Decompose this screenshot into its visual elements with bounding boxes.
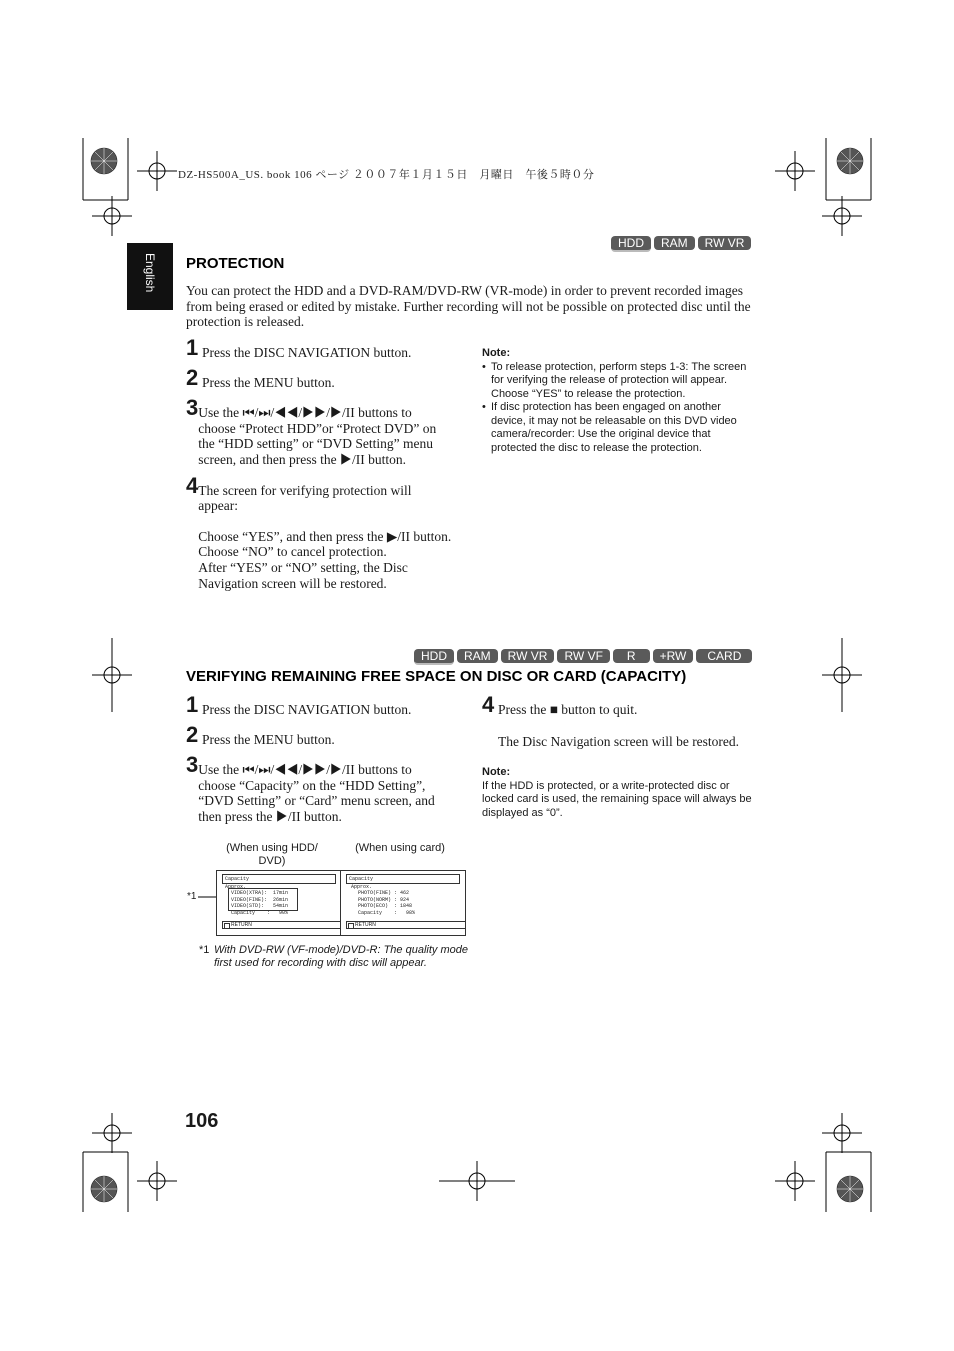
step-number: 1 <box>186 692 199 717</box>
step-4-restore: The Disc Navigation screen will be restored. <box>498 733 740 749</box>
caption-hdd-dvd: (When using HDD/ DVD) <box>226 842 318 867</box>
step-number: 4 <box>186 472 199 498</box>
section-title-capacity: VERIFYING REMAINING FREE SPACE ON DISC OR CARD (CAPACITY) <box>186 668 687 685</box>
caption-card: (When using card) <box>355 842 445 854</box>
note-title: Note: <box>482 766 511 779</box>
step-4 <box>482 692 757 718</box>
callout-label: *1 <box>187 891 197 902</box>
media-badges-protection <box>611 236 751 252</box>
screen-line: VIDEO(FINE): 26min <box>231 896 289 903</box>
badge-hdd: HDD <box>414 649 454 665</box>
return-label: RETURN <box>346 921 466 929</box>
step-number: 3 <box>186 395 199 421</box>
protection-steps <box>186 335 452 591</box>
print-header: DZ-HS500A_US. book 106 ページ ２００７年１月１５日 月曜日 午後５時０分 <box>178 169 595 181</box>
screen-title: Capacity <box>346 874 460 884</box>
step-3 <box>186 395 452 467</box>
step-3 <box>186 752 452 824</box>
badge-card: CARD <box>696 649 752 663</box>
step-text: Press the DISC NAVIGATION button. <box>202 702 412 717</box>
step-text: Press the ■ button to quit. <box>498 702 638 717</box>
badge-rw-vr: RW VR <box>501 649 555 663</box>
step-number: 2 <box>186 721 199 747</box>
step-number: 3 <box>186 752 199 778</box>
note-item: • If disc protection has been engaged on another device, it may not be releasable on this DVD video camera/recorder: Use the original device that protected the disc to release the protection. <box>491 401 757 455</box>
badge-rw-vr: RW VR <box>698 236 752 250</box>
step-4-restore: After “YES” or “NO” setting, the Disc Navigation screen will be restored. <box>198 559 408 591</box>
capacity-steps <box>186 692 452 825</box>
screen-title: Capacity <box>222 874 336 884</box>
screen-line: Capacity : 98% <box>358 909 416 916</box>
step-text: Press the MENU button. <box>202 374 335 390</box>
step-1 <box>186 692 452 718</box>
badge-r: R <box>613 649 650 663</box>
step-text: The screen for verifying protection will appear: <box>198 482 412 514</box>
step-number: 2 <box>186 364 199 390</box>
badge-plus-rw: +RW <box>653 649 694 663</box>
step-text: Use the ⏮/⏭/◀◀/▶▶/▶/II buttons to choose “Capacity” on the “HDD Setting”, “DVD Setting” or “Card” menu screen, and then press the ▶/II button. <box>198 762 435 824</box>
step-text: Press the MENU button. <box>202 731 335 747</box>
screen-line: VIDEO(STD): 54min <box>231 903 289 909</box>
media-badges-capacity <box>414 649 752 665</box>
step-4-yes: Choose “YES”, and then press the ▶/II button. <box>198 528 452 544</box>
step-2 <box>186 364 452 391</box>
footnote: With DVD-RW (VF-mode)/DVD-R: The quality mode first used for recording with disc will appear. <box>214 944 468 969</box>
screen-card <box>340 870 466 936</box>
step-1 <box>186 335 452 361</box>
screen-line: PHOTO(FINE) : 462 <box>358 890 410 896</box>
page-number: 106 <box>185 1110 219 1132</box>
screen-hdd-dvd <box>216 870 342 936</box>
step-4 <box>186 472 452 592</box>
step-number: 1 <box>186 335 199 360</box>
screen-approx: Approx. <box>351 884 373 890</box>
step-text: Use the ⏮/⏭/◀◀/▶▶/▶/II buttons to choose “Protect HDD”or “Protect DVD” on the “HDD setting” or “DVD Setting” menu screen, and then press the ▶/II button. <box>198 405 437 467</box>
note-title: Note: <box>482 347 511 359</box>
capacity-step-4 <box>482 692 757 820</box>
badge-rw-vf: RW VF <box>557 649 609 663</box>
note-item: • To release protection, perform steps 1-3: The screen for verifying the release of protection will appear. Choose “YES” to release the protection. <box>491 361 757 402</box>
section-title-protection: PROTECTION <box>186 255 285 272</box>
language-tab <box>127 243 173 310</box>
language-tab-label: English <box>143 253 157 293</box>
screen-line: VIDEO(XTRA): 17min <box>231 890 289 896</box>
screen-approx: Approx. <box>225 884 247 890</box>
step-4-no: Choose “NO” to cancel protection. <box>198 544 387 560</box>
step-text: Press the DISC NAVIGATION button. <box>202 345 412 360</box>
step-number: 4 <box>482 692 495 717</box>
note-text: If the HDD is protected, or a write-protected disc or locked card is used, the remaining space will always be displayed as “0”. <box>482 779 752 819</box>
badge-hdd: HDD <box>611 236 651 252</box>
step-2 <box>186 721 452 748</box>
protection-note <box>482 347 757 455</box>
footnote-mark: *1 <box>199 944 210 956</box>
return-label: RETURN <box>222 921 342 929</box>
screen-line: Capacity : 90% <box>231 909 289 916</box>
badge-ram: RAM <box>654 236 695 250</box>
capacity-note <box>482 766 757 820</box>
protection-intro: You can protect the HDD and a DVD-RAM/DVD-RW (VR-mode) in order to prevent recorded images from being erased or edited by mistake. Further recording will not be possible on protected disc until the protection is released. <box>186 283 751 330</box>
screen-line: PHOTO(NORM) : 924 <box>358 896 410 903</box>
screen-line: PHOTO(ECO) : 1848 <box>358 903 413 909</box>
badge-ram: RAM <box>457 649 498 663</box>
